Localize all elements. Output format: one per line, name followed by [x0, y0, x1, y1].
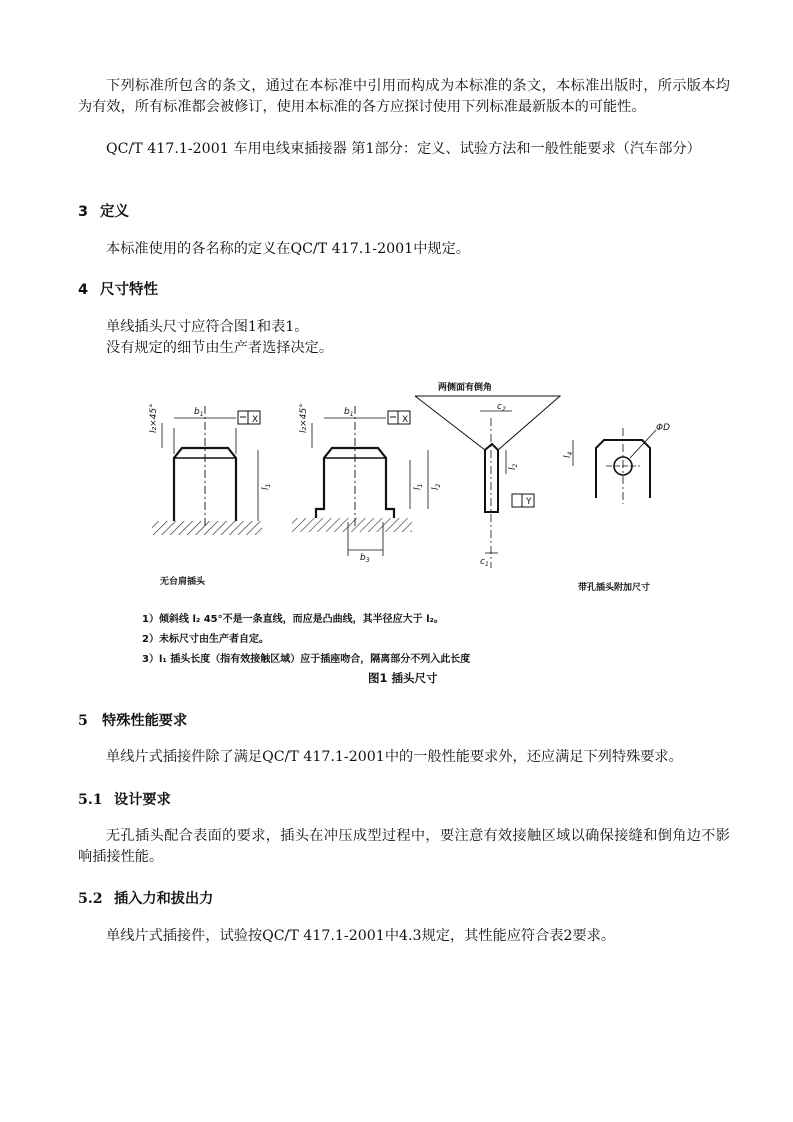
section-number: 5	[78, 713, 88, 729]
dim-c2: $c_2$	[497, 402, 506, 413]
section-5-heading	[78, 710, 187, 730]
label-chamfer: 两侧面有倒角	[438, 383, 493, 393]
dim-phi-d: ΦD	[656, 423, 670, 433]
section-title: 特殊性能要求	[102, 713, 188, 729]
section-number: 4	[78, 282, 89, 298]
reference-standard: QC/T 417.1-2001 车用电线束插接器 第1部分：定义、试验方法和一般性能要求（汽车部分）	[106, 141, 701, 157]
dim-b1-mid: $b_1$	[344, 407, 354, 418]
section-4-heading	[78, 278, 158, 299]
plug-without-shoulder	[152, 406, 262, 535]
section-5-1-body: 无孔插头配合表面的要求，插头在冲压成型过程中，要注意有效接触区域以确保接缝和倒角边不影响插接性能。	[78, 828, 730, 865]
section-title: 尺寸特性	[100, 282, 158, 298]
figure-note-2: 2）未标尺寸由生产者自定。	[142, 634, 269, 645]
dim-l1-mid: $l_1$	[413, 483, 424, 490]
dim-angle-mid: l₂×45°	[299, 403, 309, 433]
section-title: 插入力和拔出力	[114, 891, 214, 907]
section-4-line-1: 单线插头尺寸应符合图1和表1。	[106, 319, 309, 335]
figure-caption: 图1 插头尺寸	[368, 671, 438, 685]
section-4-line-2: 没有规定的细节由生产者选择决定。	[106, 340, 334, 356]
figure-plug-dimensions	[140, 378, 670, 690]
plug-with-shoulder	[292, 406, 428, 556]
section-3-body: 本标准使用的各名称的定义在QC/T 417.1-2001中规定。	[106, 241, 470, 257]
section-5-1-heading	[78, 789, 171, 809]
dim-b3: $b_3$	[360, 553, 370, 564]
section-5-2-body: 单线片式插接件，试验按QC/T 417.1-2001中4.3规定，其性能应符合表2要求。	[106, 928, 616, 944]
plug-side-view	[415, 396, 560, 568]
dim-l4: $l_4$	[563, 451, 574, 458]
label-hole-dims: 带孔插头附加尺寸	[578, 583, 651, 593]
datum-x-left: X	[252, 415, 259, 425]
intro-paragraph: 下列标准所包含的条文，通过在本标准中引用而构成为本标准的条文，本标准出版时，所示版本均为有效，所有标准都会被修订，使用本标准的各方应探讨使用下列标准最新版本的可能性。	[78, 78, 730, 115]
datum-x-mid: X	[402, 415, 409, 425]
section-title: 设计要求	[114, 792, 171, 808]
section-number: 3	[78, 204, 89, 220]
datum-y: Y	[526, 497, 532, 507]
dim-l2-side: $l_2$	[508, 463, 519, 470]
section-3-heading	[78, 200, 129, 221]
dim-b1-left: $b_1$	[194, 407, 204, 418]
section-5-2-heading	[78, 888, 213, 908]
dim-c1: $c_1$	[480, 557, 489, 568]
label-no-shoulder: 无台肩插头	[160, 577, 206, 587]
dim-l1-left: $l_1$	[261, 483, 272, 490]
figure-note-1: 1）倾斜线 l₂ 45°不是一条直线，而应是凸曲线，其半径应大于 l₂。	[142, 614, 444, 625]
technical-drawing	[140, 378, 670, 690]
figure-note-3: 3）l₁ 插头长度（指有效接触区域）应于插座吻合，隔离部分不列入此长度	[142, 654, 471, 665]
dim-l2-mid: $l_2$	[431, 483, 442, 490]
section-number: 5.1	[78, 792, 103, 808]
dim-angle-left: l₂×45°	[149, 403, 159, 433]
section-5-body: 单线片式插接件除了满足QC/T 417.1-2001中的一般性能要求外，还应满足下列特殊要求。	[106, 749, 683, 765]
plug-with-hole	[573, 428, 656, 504]
section-number: 5.2	[78, 891, 103, 907]
section-title: 定义	[100, 204, 129, 220]
